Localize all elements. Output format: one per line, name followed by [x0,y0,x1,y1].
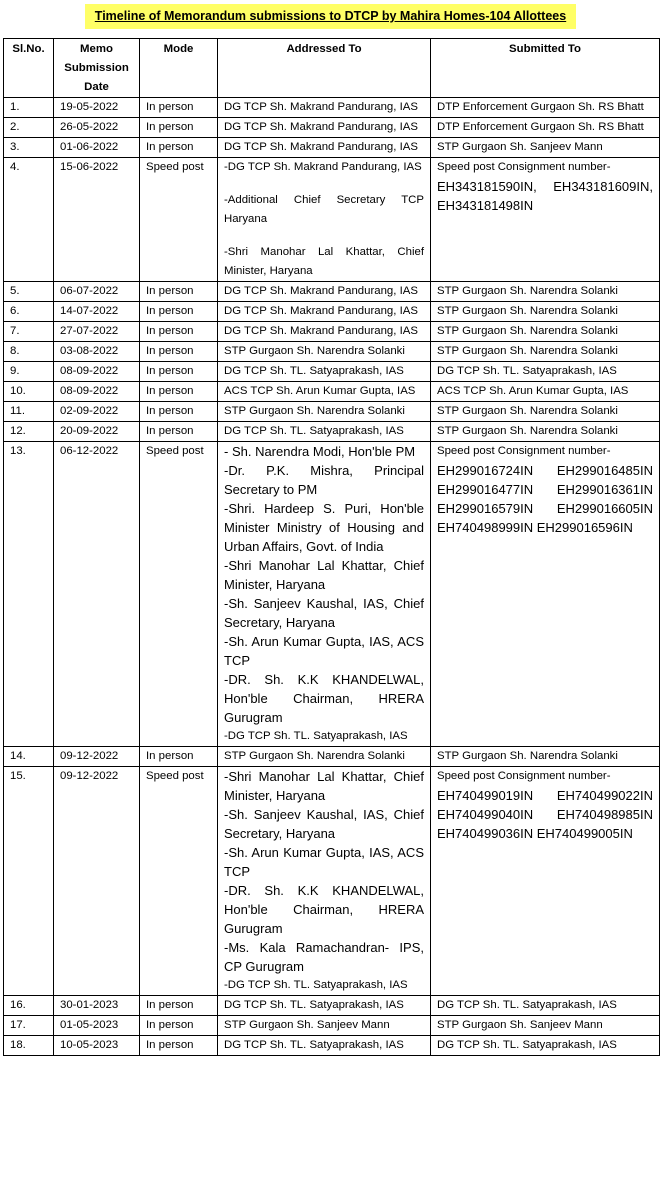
addressed-to-cell [218,382,431,402]
addressee: DG TCP Sh. Makrand Pandurang, IAS [224,285,418,297]
sl-no-cell [4,422,54,442]
submission-date: 19-05-2022 [60,101,119,113]
addressed-to-cell [218,302,431,322]
addressee: -Sh. Arun Kumar Gupta, IAS, ACS TCP [224,634,424,668]
table-row [4,118,660,138]
mode-cell [140,747,218,767]
submitted-to-cell [431,382,660,402]
sl-no-cell [4,442,54,747]
addressee: STP Gurgaon Sh. Narendra Solanki [224,345,405,357]
sl-no-cell [4,302,54,322]
submission-date: 09-12-2022 [60,750,119,762]
addressed-to-cell [218,442,431,747]
sl-no: 11. [10,405,25,417]
submitted-to-cell [431,422,660,442]
addressee: DG TCP Sh. Makrand Pandurang, IAS [224,305,418,317]
addressee: ACS TCP Sh. Arun Kumar Gupta, IAS [224,385,416,397]
submission-date: 06-12-2022 [60,445,119,457]
mode-cell [140,158,218,282]
submission-date: 09-12-2022 [60,770,119,782]
submission-date: 10-05-2023 [60,1039,119,1051]
page-title: Timeline of Memorandum submissions to DTCP by Mahira Homes-104 Allottees [85,4,576,29]
mode-cell [140,767,218,996]
addressee: -Sh. Sanjeev Kaushal, IAS, Chief Secretary, Haryana [224,807,424,841]
submitted-to-cell [431,362,660,382]
submission-date-cell [54,282,140,302]
addressee: -Shri. Hardeep S. Puri, Hon'ble Minister Ministry of Housing and Urban Affairs, Govt. of India [224,501,424,554]
mode: Speed post [146,770,204,782]
mode: In person [146,385,194,397]
consignment-label: Speed post Consignment number- [437,445,611,457]
table-row [4,402,660,422]
addressee: -Shri Manohar Lal Khattar, Chief Minister, Haryana [224,558,424,592]
mode: In person [146,325,194,337]
sl-no: 6. [10,305,20,317]
consignment-label: Speed post Consignment number- [437,770,611,782]
title-bar [0,0,661,30]
addressee: -DR. Sh. K.K KHANDELWAL, Hon'ble Chairman, HRERA Gurugram [224,672,424,725]
mode-cell [140,1036,218,1056]
header-date-line-3: Date [84,81,109,93]
submitted-to-cell [431,342,660,362]
sl-no: 18. [10,1039,26,1051]
recipient: STP Gurgaon Sh. Narendra Solanki [437,405,618,417]
table-body [4,98,660,1056]
submission-date-cell [54,118,140,138]
submitted-to-cell [431,767,660,996]
sl-no-cell [4,996,54,1016]
sl-no-cell [4,342,54,362]
submitted-to-cell [431,1016,660,1036]
table-row [4,996,660,1016]
sl-no: 10. [10,385,26,397]
recipient: DTP Enforcement Gurgaon Sh. RS Bhatt [437,101,644,113]
table-row [4,747,660,767]
submitted-to-cell [431,1036,660,1056]
submission-date-cell [54,362,140,382]
addressed-to-cell [218,138,431,158]
table-row [4,1016,660,1036]
submitted-to-cell [431,402,660,422]
sl-no: 13. [10,445,26,457]
submitted-to-cell [431,118,660,138]
table-row [4,362,660,382]
addressee: STP Gurgaon Sh. Narendra Solanki [224,405,405,417]
submission-date-cell [54,158,140,282]
consignment-numbers: EH740499019IN EH740499022IN EH740499040IN EH740498985IN EH740499036IN EH740499005IN [437,788,653,841]
submission-date: 14-07-2022 [60,305,119,317]
submission-date-cell [54,747,140,767]
submitted-to-cell [431,138,660,158]
addressee: -Dr. P.K. Mishra, Principal Secretary to PM [224,463,424,497]
addressee: DG TCP Sh. TL. Satyaprakash, IAS [224,425,404,437]
sl-no: 14. [10,750,26,762]
addressee: DG TCP Sh. Makrand Pandurang, IAS [224,121,418,133]
mode-cell [140,98,218,118]
addressee: -Shri Manohar Lal Khattar, Chief Minister, Haryana [224,769,424,803]
submission-date: 01-06-2022 [60,141,119,153]
addressed-to-cell [218,767,431,996]
mode-cell [140,362,218,382]
submission-date-cell [54,322,140,342]
sl-no: 4. [10,161,20,173]
addressed-to-cell [218,402,431,422]
mode: In person [146,285,194,297]
submission-date: 06-07-2022 [60,285,119,297]
submission-date: 26-05-2022 [60,121,119,133]
mode: In person [146,365,194,377]
submitted-to-cell [431,98,660,118]
submitted-to-cell [431,747,660,767]
sl-no: 16. [10,999,26,1011]
addressee: DG TCP Sh. TL. Satyaprakash, IAS [224,365,404,377]
mode-cell [140,382,218,402]
mode: In person [146,750,194,762]
sl-no: 5. [10,285,20,297]
table-row [4,422,660,442]
table-row [4,138,660,158]
mode-cell [140,402,218,422]
mode: In person [146,405,194,417]
submission-date: 20-09-2022 [60,425,119,437]
header-mode: Mode [140,39,218,98]
submitted-to-cell [431,322,660,342]
mode-cell [140,342,218,362]
recipient: DG TCP Sh. TL. Satyaprakash, IAS [437,999,617,1011]
addressed-to-cell [218,747,431,767]
table-row [4,342,660,362]
addressee: STP Gurgaon Sh. Sanjeev Mann [224,1019,390,1031]
addressed-to-cell [218,362,431,382]
addressee: -Sh. Arun Kumar Gupta, IAS, ACS TCP [224,845,424,879]
addressee: DG TCP Sh. TL. Satyaprakash, IAS [224,999,404,1011]
consignment-numbers: EH299016724IN EH299016485IN EH299016477IN EH299016361IN EH299016579IN EH299016605IN EH740498999IN EH299016596IN [437,463,653,535]
header-addressed-to: Addressed To [218,39,431,98]
recipient: STP Gurgaon Sh. Narendra Solanki [437,425,618,437]
mode: In person [146,121,194,133]
addressed-to-cell [218,322,431,342]
header-sl-no: Sl.No. [4,39,54,98]
addressee: -Additional Chief Secretary TCP Haryana [224,194,424,225]
sl-no: 1. [10,101,20,113]
submission-date-cell [54,1016,140,1036]
recipient: STP Gurgaon Sh. Narendra Solanki [437,305,618,317]
submission-date-cell [54,1036,140,1056]
addressee: - Sh. Narendra Modi, Hon'ble PM [224,444,416,459]
addressed-to-cell [218,98,431,118]
sl-no: 7. [10,325,20,337]
consignment-numbers: EH343181590IN, EH343181609IN, EH343181498IN [437,179,653,213]
recipient: DTP Enforcement Gurgaon Sh. RS Bhatt [437,121,644,133]
sl-no: 8. [10,345,20,357]
submission-date: 01-05-2023 [60,1019,119,1031]
addressed-to-cell [218,996,431,1016]
sl-no-cell [4,98,54,118]
sl-no-cell [4,747,54,767]
recipient: STP Gurgaon Sh. Narendra Solanki [437,325,618,337]
mode-cell [140,282,218,302]
sl-no-cell [4,158,54,282]
addressee: -Shri Manohar Lal Khattar, Chief Minister, Haryana [224,246,424,277]
table-header-row [4,39,660,98]
addressee: -DG TCP Sh. TL. Satyaprakash, IAS [224,730,408,742]
header-date-line-2: Submission [64,62,129,74]
table-row [4,158,660,282]
sl-no: 15. [10,770,26,782]
header-date-line-1: Memo [80,43,113,55]
sl-no-cell [4,118,54,138]
submitted-to-cell [431,158,660,282]
mode: In person [146,305,194,317]
submission-date: 08-09-2022 [60,365,119,377]
addressed-to-cell [218,282,431,302]
submission-date: 08-09-2022 [60,385,119,397]
table-row [4,442,660,747]
sl-no: 17. [10,1019,26,1031]
mode: In person [146,141,194,153]
submission-date: 30-01-2023 [60,999,119,1011]
mode: In person [146,345,194,357]
addressed-to-cell [218,1016,431,1036]
submission-date: 02-09-2022 [60,405,119,417]
table-row [4,322,660,342]
addressee: DG TCP Sh. Makrand Pandurang, IAS [224,325,418,337]
mode-cell [140,118,218,138]
table-row [4,767,660,996]
submission-date-cell [54,996,140,1016]
memorandum-table [3,38,660,1056]
addressee: DG TCP Sh. Makrand Pandurang, IAS [224,101,418,113]
recipient: STP Gurgaon Sh. Narendra Solanki [437,285,618,297]
sl-no-cell [4,382,54,402]
addressed-to-cell [218,158,431,282]
sl-no-cell [4,767,54,996]
sl-no: 3. [10,141,20,153]
mode-cell [140,422,218,442]
mode-cell [140,996,218,1016]
header-submitted-to: Submitted To [431,39,660,98]
submission-date: 27-07-2022 [60,325,119,337]
header-submission-date [54,39,140,98]
addressee: DG TCP Sh. Makrand Pandurang, IAS [224,141,418,153]
addressed-to-cell [218,1036,431,1056]
recipient: STP Gurgaon Sh. Sanjeev Mann [437,1019,603,1031]
addressed-to-cell [218,118,431,138]
submission-date-cell [54,422,140,442]
submission-date: 03-08-2022 [60,345,119,357]
submission-date-cell [54,402,140,422]
sl-no-cell [4,282,54,302]
table-row [4,382,660,402]
mode: In person [146,1019,194,1031]
addressee: -DG TCP Sh. TL. Satyaprakash, IAS [224,979,408,991]
addressee: -Ms. Kala Ramachandran- IPS, CP Gurugram [224,940,424,974]
consignment-label: Speed post Consignment number- [437,161,611,173]
sl-no: 2. [10,121,20,133]
sl-no-cell [4,322,54,342]
submission-date-cell [54,98,140,118]
submission-date-cell [54,767,140,996]
table-row [4,302,660,322]
mode: In person [146,1039,194,1051]
submitted-to-cell [431,442,660,747]
sl-no-cell [4,362,54,382]
mode: In person [146,999,194,1011]
table-row [4,98,660,118]
spacer [224,177,424,191]
table-row [4,282,660,302]
submission-date-cell [54,382,140,402]
addressed-to-cell [218,422,431,442]
mode-cell [140,138,218,158]
sl-no-cell [4,138,54,158]
submission-date-cell [54,442,140,747]
recipient: DG TCP Sh. TL. Satyaprakash, IAS [437,365,617,377]
submitted-to-cell [431,996,660,1016]
mode: Speed post [146,161,204,173]
addressee: -Sh. Sanjeev Kaushal, IAS, Chief Secretary, Haryana [224,596,424,630]
recipient: STP Gurgaon Sh. Narendra Solanki [437,750,618,762]
submission-date-cell [54,342,140,362]
submission-date-cell [54,302,140,322]
sl-no: 9. [10,365,20,377]
sl-no-cell [4,402,54,422]
mode-cell [140,1016,218,1036]
spacer [224,229,424,243]
sl-no-cell [4,1036,54,1056]
submission-date-cell [54,138,140,158]
sl-no: 12. [10,425,26,437]
addressee: -DG TCP Sh. Makrand Pandurang, IAS [224,161,422,173]
mode: In person [146,425,194,437]
addressee: -DR. Sh. K.K KHANDELWAL, Hon'ble Chairman, HRERA Gurugram [224,883,424,936]
addressee: DG TCP Sh. TL. Satyaprakash, IAS [224,1039,404,1051]
recipient: STP Gurgaon Sh. Sanjeev Mann [437,141,603,153]
mode: Speed post [146,445,204,457]
mode: In person [146,101,194,113]
mode-cell [140,442,218,747]
mode-cell [140,322,218,342]
addressed-to-cell [218,342,431,362]
submission-date: 15-06-2022 [60,161,119,173]
recipient: DG TCP Sh. TL. Satyaprakash, IAS [437,1039,617,1051]
submitted-to-cell [431,302,660,322]
recipient: STP Gurgaon Sh. Narendra Solanki [437,345,618,357]
submitted-to-cell [431,282,660,302]
table-row [4,1036,660,1056]
recipient: ACS TCP Sh. Arun Kumar Gupta, IAS [437,385,629,397]
addressee: STP Gurgaon Sh. Narendra Solanki [224,750,405,762]
sl-no-cell [4,1016,54,1036]
mode-cell [140,302,218,322]
